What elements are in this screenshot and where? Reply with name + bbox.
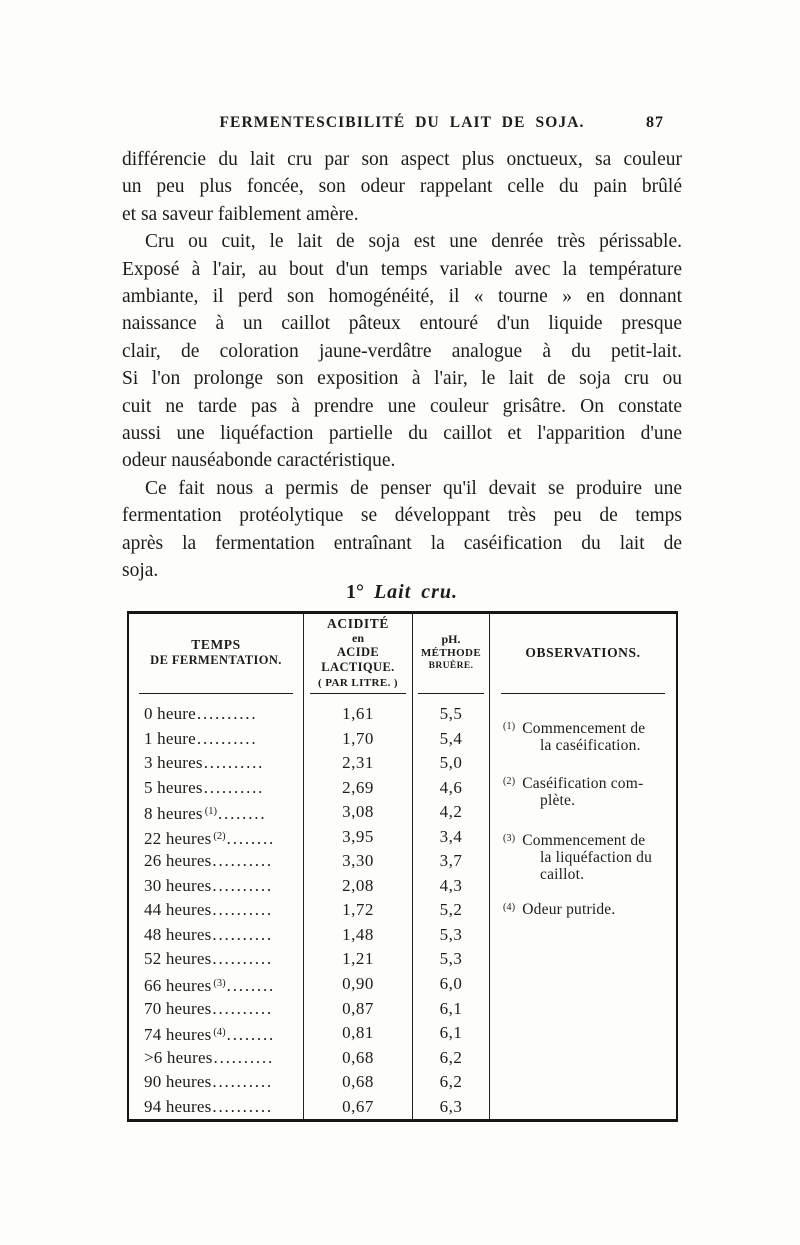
time-label: 3 heures	[144, 753, 203, 773]
leader-dots: ........	[226, 828, 276, 848]
time-cell	[129, 923, 304, 948]
ph-cell: 5,0	[413, 751, 490, 776]
footnote-marker: (3)	[213, 978, 226, 990]
time-cell	[129, 825, 304, 850]
acidity-cell: 0,67	[304, 1095, 413, 1120]
header-rule	[139, 693, 292, 694]
time-cell	[129, 800, 304, 825]
body-line: soja.	[122, 560, 159, 582]
acidity-cell: 3,30	[304, 849, 413, 874]
ph-cell: 5,4	[413, 727, 490, 752]
header-line: ( PAR LITRE. )	[318, 676, 398, 689]
fermentation-table	[127, 611, 678, 1122]
leader-dots: ..........	[212, 924, 273, 944]
time-cell	[129, 874, 304, 899]
ph-cell: 4,6	[413, 776, 490, 801]
time-label: 26 heures	[144, 851, 212, 871]
header-line: en	[352, 630, 364, 645]
header-line: TEMPS	[191, 636, 241, 652]
body-line: clair, de coloration jaune-verdâtre analogue à du petit-lait.	[122, 340, 682, 362]
column-header-temps	[129, 614, 304, 702]
footnote-marker: (4)	[503, 902, 516, 913]
ph-cell: 6,3	[413, 1095, 490, 1120]
acidity-cell: 0,68	[304, 1046, 413, 1071]
section-heading	[122, 581, 682, 604]
leader-dots: ........	[226, 976, 276, 996]
ph-cell: 6,2	[413, 1046, 490, 1071]
leader-dots: ..........	[212, 949, 273, 969]
time-cell	[129, 727, 304, 752]
observation-line: plète.	[540, 792, 576, 809]
ph-cell: 5,5	[413, 702, 490, 727]
acidity-cell: 0,81	[304, 1021, 413, 1046]
acidity-cell: 0,90	[304, 972, 413, 997]
observation-line	[503, 718, 673, 737]
acidity-cell: 2,08	[304, 874, 413, 899]
body-line: fermentation protéolytique se développant très peu de temps	[122, 505, 682, 527]
time-label: 94 heures	[144, 1096, 212, 1116]
observation-note	[503, 718, 673, 754]
body-line: un peu plus foncée, son odeur rappelant celle du pain brûlé	[122, 176, 682, 198]
acidity-cell: 0,87	[304, 997, 413, 1022]
footnote-marker: (4)	[213, 1027, 226, 1039]
table-header-row	[129, 614, 676, 702]
time-cell	[129, 1070, 304, 1095]
observation-text: Commencement de	[522, 832, 646, 849]
leader-dots: ..........	[196, 704, 258, 723]
time-label: 22 heures	[144, 828, 212, 848]
leader-dots: ..........	[212, 851, 273, 871]
header-line: ACIDE LACTIQUE.	[321, 644, 395, 674]
page-title: FERMENTESCIBILITÉ DU LAIT DE SOJA.	[219, 114, 585, 131]
acidity-cell: 3,08	[304, 800, 413, 825]
column-header-observations	[490, 614, 676, 702]
header-line: pH.	[441, 631, 461, 646]
header-line: ACIDITÉ	[327, 615, 389, 631]
observation-line	[503, 773, 673, 792]
body-text	[122, 146, 682, 585]
ph-cell: 3,4	[413, 825, 490, 850]
body-line: Si l'on prolonge son exposition à l'air, le lait de soja cru ou	[122, 368, 682, 390]
header-line: MÉTHODE	[420, 646, 482, 659]
time-cell	[129, 849, 304, 874]
observation-line: la liquéfaction du	[540, 849, 653, 866]
body-line: Exposé à l'air, au bout d'un temps variable avec la température	[122, 258, 682, 280]
footnote-marker: (1)	[204, 806, 217, 818]
time-label: 8 heures	[144, 804, 203, 824]
observation-note	[503, 899, 673, 918]
observation-line	[503, 830, 673, 849]
paragraph	[122, 146, 682, 228]
time-label: 0 heure	[144, 704, 196, 723]
time-cell	[129, 702, 304, 727]
ph-cell: 5,3	[413, 923, 490, 948]
time-cell	[129, 1095, 304, 1120]
leader-dots: ..........	[212, 998, 273, 1018]
column-header-ph	[413, 614, 490, 702]
page-number: 87	[646, 114, 664, 131]
table-body	[129, 702, 676, 1119]
time-cell	[129, 997, 304, 1022]
section-number: 1°	[345, 581, 364, 603]
footnote-marker: (2)	[213, 830, 226, 842]
time-label: 48 heures	[144, 924, 212, 944]
body-line: cuit ne tarde pas à prendre une couleur grisâtre. On constate	[122, 395, 682, 417]
time-label: 66 heures	[144, 976, 212, 996]
body-line: aussi une liquéfaction partielle du caillot et l'apparition d'une	[122, 423, 682, 445]
time-label: 90 heures	[144, 1072, 212, 1092]
header-line: DE FERMENTATION.	[150, 652, 282, 667]
observation-text: Caséification com-	[522, 775, 644, 792]
observation-text: Odeur putride.	[522, 901, 616, 918]
time-label: 70 heures	[144, 998, 212, 1018]
observation-note	[503, 830, 673, 883]
ph-cell: 6,2	[413, 1070, 490, 1095]
acidity-cell: 1,70	[304, 727, 413, 752]
time-label: 30 heures	[144, 875, 212, 895]
paragraph	[122, 228, 682, 475]
running-head	[122, 114, 682, 138]
observation-line: la caséification.	[540, 737, 641, 754]
leader-dots: ........	[226, 1025, 276, 1045]
ph-cell: 5,2	[413, 898, 490, 923]
body-line: naissance à un caillot pâteux entouré d'un liquide presque	[122, 313, 682, 335]
ph-cell: 6,1	[413, 1021, 490, 1046]
time-label: 5 heures	[144, 777, 203, 797]
acidity-cell: 1,61	[304, 702, 413, 727]
leader-dots: ..........	[196, 728, 258, 748]
time-cell	[129, 947, 304, 972]
acidity-cell: 2,69	[304, 776, 413, 801]
acidity-cell: 3,95	[304, 825, 413, 850]
paragraph	[122, 475, 682, 585]
body-line: Cru ou cuit, le lait de soja est une denrée très périssable.	[145, 231, 682, 253]
observation-line: caillot.	[540, 866, 585, 883]
leader-dots: ..........	[212, 1096, 273, 1116]
time-cell	[129, 898, 304, 923]
ph-cell: 6,0	[413, 972, 490, 997]
header-rule	[501, 693, 665, 694]
time-cell	[129, 1046, 304, 1071]
footnote-marker: (3)	[503, 833, 516, 844]
footnote-marker: (2)	[503, 776, 516, 787]
time-label: 52 heures	[144, 949, 212, 969]
time-cell	[129, 1021, 304, 1046]
header-rule	[310, 693, 405, 694]
leader-dots: ..........	[203, 753, 265, 773]
acidity-cell: 1,72	[304, 898, 413, 923]
observation-text: Commencement de	[522, 720, 646, 737]
body-line: Ce fait nous a permis de penser qu'il devait se produire une	[145, 477, 682, 499]
header-rule	[418, 693, 485, 694]
leader-dots: ..........	[213, 1047, 275, 1067]
leader-dots: ........	[217, 804, 267, 824]
ph-cell: 5,3	[413, 947, 490, 972]
header-line: OBSERVATIONS.	[525, 644, 641, 660]
header-line: BRUÈRE.	[428, 660, 474, 671]
body-line: ambiante, il perd son homogénéité, il « tourne » en donnant	[122, 286, 682, 308]
ph-cell: 3,7	[413, 849, 490, 874]
acidity-cell: 1,48	[304, 923, 413, 948]
acidity-cell: 1,21	[304, 947, 413, 972]
observations-column	[490, 702, 676, 1119]
section-title: Lait cru.	[373, 581, 459, 603]
time-label: 44 heures	[144, 900, 212, 920]
observation-note	[503, 773, 673, 809]
leader-dots: ..........	[212, 875, 273, 895]
ph-cell: 4,3	[413, 874, 490, 899]
time-label: >6 heures	[144, 1047, 213, 1067]
time-label: 74 heures	[144, 1025, 212, 1045]
ph-cell: 6,1	[413, 997, 490, 1022]
column-header-acidite	[304, 614, 413, 702]
ph-cell: 4,2	[413, 800, 490, 825]
leader-dots: ..........	[203, 777, 265, 797]
time-label: 1 heure	[144, 728, 196, 748]
body-line: différencie du lait cru par son aspect plus onctueux, sa couleur	[122, 149, 682, 170]
time-cell	[129, 751, 304, 776]
body-line: et sa saveur faiblement amère.	[122, 203, 359, 225]
leader-dots: ..........	[212, 1072, 273, 1092]
body-line: odeur nauséabonde caractéristique.	[122, 450, 396, 472]
time-cell	[129, 776, 304, 801]
observation-line	[503, 899, 673, 918]
body-line: après la fermentation entraînant la caséification du lait de	[122, 532, 682, 554]
leader-dots: ..........	[212, 900, 273, 920]
footnote-marker: (1)	[503, 721, 516, 732]
acidity-cell: 2,31	[304, 751, 413, 776]
time-cell	[129, 972, 304, 997]
acidity-cell: 0,68	[304, 1070, 413, 1095]
